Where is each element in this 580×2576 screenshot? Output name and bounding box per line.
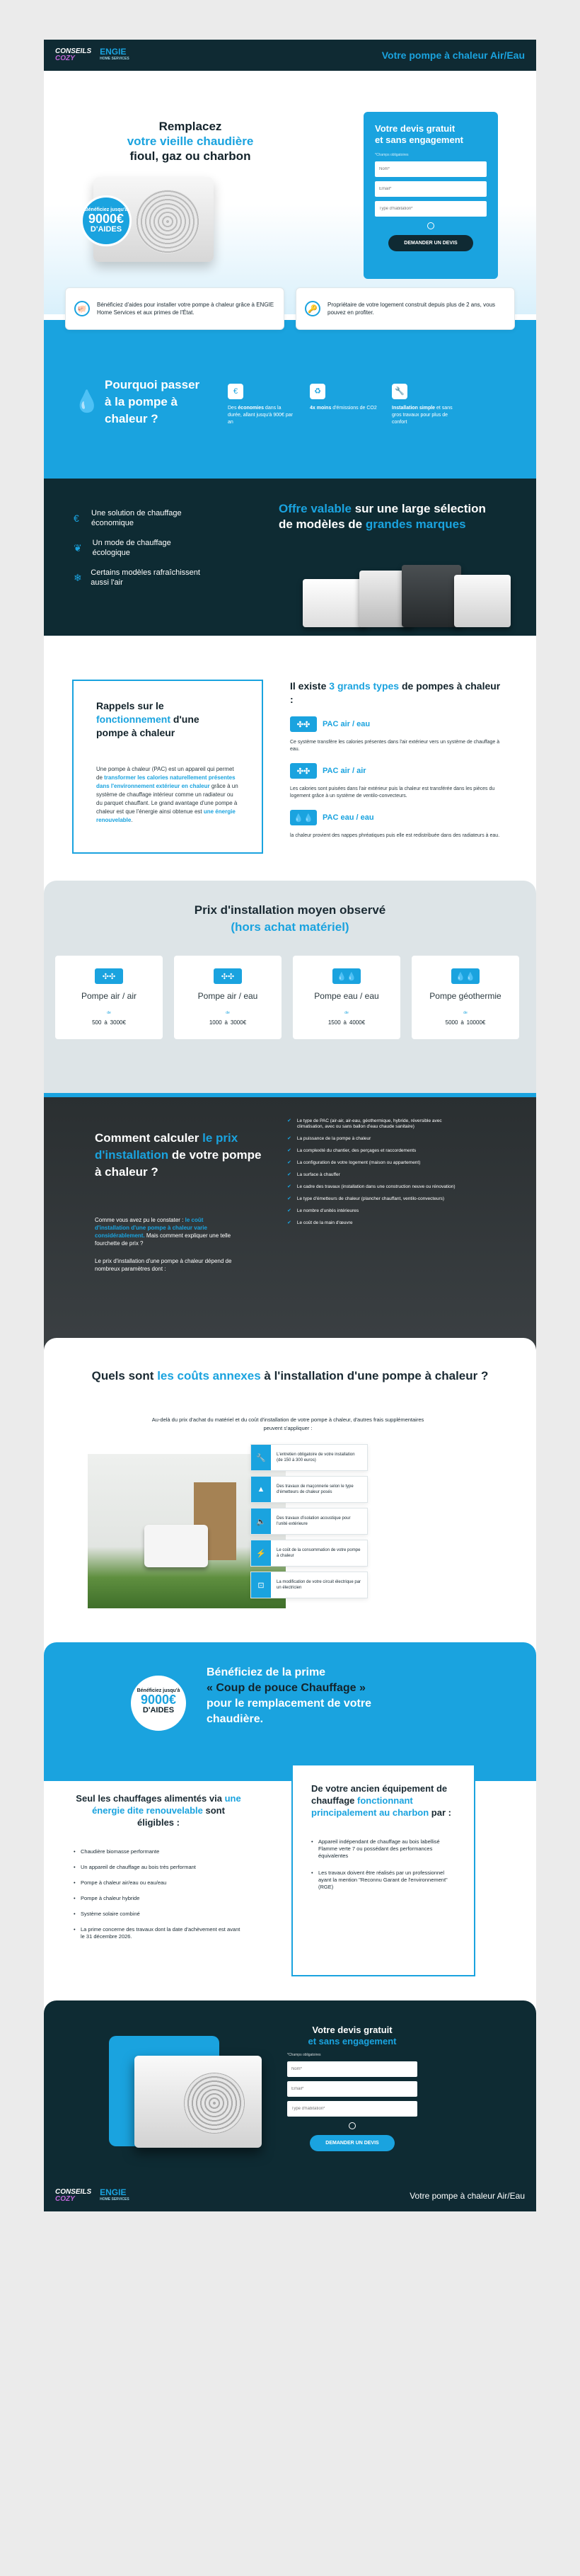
reminder-title: Rappels sur le fonctionnement d'une pompe à chaleur	[96, 700, 199, 738]
bottom-form-section	[44, 2000, 536, 2180]
calc-factors	[287, 1118, 457, 1232]
hero-title: Remplacez votre vieille chaudière fioul, gaz ou charbon	[127, 120, 254, 163]
conseils-cozy-logo[interactable]: CONSEILS COZY	[55, 2188, 92, 2203]
annex-item: 🔈 Des travaux d'isolation acoustique pour l'unité extérieure	[250, 1508, 368, 1535]
check-icon: ✔	[287, 1160, 291, 1165]
prices-section	[44, 881, 536, 1093]
list-item: ✔ Le coût de la main d'œuvre	[287, 1220, 353, 1225]
check-icon: ✔	[287, 1196, 291, 1201]
form-title: Votre devis gratuit et sans engagement	[308, 2025, 397, 2047]
check-icon: ✔	[287, 1184, 291, 1189]
check-icon: ✔	[287, 1136, 291, 1141]
logos	[55, 2189, 129, 2203]
aid-badge: Bénéficiez jusqu'à 9000€ D'AIDES	[81, 195, 132, 246]
euro-icon: €	[228, 384, 243, 399]
fan-icon: ✣✣	[214, 968, 242, 984]
list-item: • Système solaire combiné	[74, 1911, 243, 1918]
benefits-row	[65, 287, 515, 330]
annex-item: ▲ Des travaux de maçonnerie selon le type d'émetteurs de chaleur posés	[250, 1476, 368, 1503]
price-card: ✣✣ Pompe air / air de 500 à 3000€	[55, 956, 163, 1039]
water-drops-icon: 💧💧	[290, 810, 317, 825]
meter-icon: ⊡	[251, 1572, 271, 1598]
list-item: ✔ Le type d'émetteurs de chaleur (plancher chauffant, ventilo-convecteurs)	[287, 1196, 445, 1201]
check-icon: ✔	[287, 1172, 291, 1177]
water-drops-icon: 💧💧	[332, 968, 361, 984]
list-item: • Appareil indépendant de chauffage au bois labellisé Flamme verte 7 ou possédant des performances équivalentes	[311, 1838, 456, 1860]
why-title: 💧 Pourquoi passer à la pompe à chaleur ?	[74, 378, 200, 425]
form-required-note: *Champs obligatoires	[287, 2053, 321, 2057]
price-card: 💧💧 Pompe géothermie de 5000 à 10000€	[412, 956, 519, 1039]
logos	[55, 48, 129, 62]
list-item: ✔ Le type de PAC (air-air, air-eau, géothermique, hybride, réversible avec climatisation, avec ou sans ballon d'eau chaude sanitaire)	[287, 1118, 442, 1129]
bolt-icon: ⚡	[251, 1540, 271, 1566]
eligible-title: Seul les chauffages alimentés via une énergie dite renouvelable sont éligibles :	[76, 1793, 241, 1828]
replacement-card	[291, 1764, 475, 1976]
consent-radio[interactable]	[427, 222, 434, 229]
prime-section	[44, 1642, 536, 1781]
reminder-section	[44, 636, 536, 881]
heat-pumps-image	[303, 565, 515, 630]
annex-item: ⚡ Le coût de la consommation de votre pompe à chaleur	[250, 1540, 368, 1567]
pac-type: 💧💧 PAC eau / eau la chaleur provient des nappes phréatiques puis elle est redistribuée dans des radiateurs à eau.	[290, 810, 502, 840]
list-item: ✔ La surface à chauffer	[287, 1172, 340, 1177]
name-input[interactable]	[287, 2061, 417, 2077]
benefit-text: Propriétaire de votre logement construit depuis plus de 2 ans, vous pouvez en profiter.	[327, 302, 496, 316]
check-icon: ✔	[287, 1148, 291, 1153]
stat-emissions: ♻ 4x moins d'émissions de CO2	[310, 384, 378, 426]
annex-item: ⊡ La modification de votre circuit électrique par un électricien	[250, 1572, 368, 1598]
landing-page	[44, 40, 536, 2211]
why-section	[44, 320, 536, 479]
stats	[228, 384, 460, 426]
calc-text: Le prix d'installation d'une pompe à chaleur dépend de nombreux paramètres dont :	[95, 1258, 232, 1272]
eligible-list	[74, 1792, 243, 1949]
aid-badge: Bénéficiez jusqu'à 9000€ D'AIDES	[129, 1673, 188, 1733]
hero-section	[44, 71, 536, 314]
wrench-icon: 🔧	[392, 384, 407, 399]
top-bar	[44, 40, 536, 71]
types-title: Il existe 3 grands types de pompes à chaleur :	[290, 680, 501, 705]
form-title: Votre devis gratuit et sans engagement	[375, 123, 463, 145]
pac-type: ✣✣ PAC air / eau Ce système transfère les calories présentes dans l'air extérieur vers un système de chauffage à eau.	[290, 716, 502, 753]
wrench-icon: 🔧	[251, 1445, 271, 1470]
stat-savings: € Des économies dans la durée, allant jusqu'à 900€ par an	[228, 384, 296, 426]
fan-icon: ✣✣	[290, 716, 317, 732]
form-required-note: *Champs obligatoires	[375, 153, 409, 157]
prime-title: Bénéficiez de la prime « Coup de pouce Chauffage » pour le remplacement de votre chaudière.	[207, 1666, 371, 1725]
footer-title: Votre pompe à chaleur Air/Eau	[410, 2191, 525, 2201]
annex-section	[44, 1338, 536, 1642]
check-icon: ✔	[287, 1220, 291, 1225]
offer-list	[74, 508, 201, 597]
housing-type-input[interactable]	[287, 2101, 417, 2117]
pac-types	[290, 680, 502, 840]
leaf-icon: ♻	[310, 384, 325, 399]
water-drop-icon: 💧	[74, 390, 100, 413]
annex-item: 🔧 L'entretien obligatoire de votre installation (de 150 à 300 euros)	[250, 1444, 368, 1471]
housing-type-input[interactable]	[375, 201, 487, 217]
annex-list	[250, 1444, 368, 1603]
water-drops-icon: 💧💧	[451, 968, 480, 984]
pac-type: ✣✣ PAC air / air Les calories sont puisées dans l'air extérieur puis la chaleur est transférée dans les pièces du logement grâce à un système de ventilo-convecteurs.	[290, 763, 502, 800]
eligibility-section	[44, 1781, 536, 2000]
price-cards	[55, 956, 519, 1039]
reminder-card	[72, 680, 263, 854]
benefit-card	[65, 287, 284, 330]
list-item: • Chaudière biomasse performante	[74, 1848, 243, 1855]
annex-title: Quels sont les coûts annexes à l'installation d'une pompe à chaleur ?	[91, 1369, 489, 1383]
quote-form	[274, 2017, 430, 2169]
calc-title: Comment calculer le prix d'installation de votre pompe à chaleur ?	[95, 1131, 262, 1179]
offer-section	[44, 479, 536, 636]
benefit-text: Bénéficiez d'aides pour installer votre pompe à chaleur grâce à ENGIE Home Services et aux primes de l'État.	[97, 302, 274, 316]
annex-intro: Au-delà du prix d'achat du matériel et du coût d'installation de votre pompe à chaleur, d'autres frais supplémentaires peuvent s'appliquer :	[151, 1416, 424, 1431]
list-item: ✔ La puissance de la pompe à chaleur	[287, 1136, 371, 1141]
list-item: ❦ Un mode de chauffage écologique	[74, 539, 171, 557]
list-item: • Pompe à chaleur hybride	[74, 1895, 243, 1902]
trowel-icon: ▲	[251, 1477, 271, 1502]
price-card: ✣✣ Pompe air / eau de 1000 à 3000€	[174, 956, 282, 1039]
email-input[interactable]	[287, 2081, 417, 2097]
list-item: ✔ La configuration de votre logement (maison ou appartement)	[287, 1160, 421, 1165]
footer-bar	[44, 2180, 536, 2211]
reminder-body: Une pompe à chaleur (PAC) est un appareil qui permet de transformer les calories naturellement présentes dans l'environnement extérieur en chaleur grâce à un système de chauffage intérieur comme un radiateur ou du parquet chauffant. Le grand avantage d'une pompe à chaleur est que l'énergie ainsi obtenue est une énergie renouvelable.	[96, 766, 238, 823]
piggy-bank-icon: 🐖	[74, 301, 90, 316]
calc-text: Comme vous avez pu le constater : le coût d'installation d'une pompe à chaleur varie considérablement. Mais comment expliquer une telle fourchette de prix ?	[95, 1217, 231, 1247]
check-icon: ✔	[287, 1118, 291, 1123]
key-icon: 🔑	[305, 301, 320, 316]
price-card: 💧💧 Pompe eau / eau de 1500 à 4000€	[293, 956, 400, 1039]
fan-icon: ✣✣	[95, 968, 123, 984]
list-item: • Un appareil de chauffage au bois très performant	[74, 1864, 243, 1871]
stat-installation: 🔧 Installation simple et sans gros travaux pour plus de confort	[392, 384, 460, 426]
offer-title: Offre valable sur une large sélection de modèles de grandes marques	[279, 502, 486, 531]
heat-pump-image	[134, 2056, 262, 2148]
euro-coins-icon: €	[74, 513, 79, 524]
name-input[interactable]	[375, 161, 487, 177]
list-item: • Les travaux doivent être réalisés par un professionnel ayant la mention "Reconnu Garant de l'environnement" (RGE)	[311, 1870, 456, 1891]
email-input[interactable]	[375, 181, 487, 197]
list-item: • Pompe à chaleur air/eau ou eau/eau	[74, 1879, 243, 1887]
list-item: ✔ La complexité du chantier, des perçages et raccordements	[287, 1148, 417, 1153]
fan-icon: ✣✣	[290, 763, 317, 779]
request-quote-button[interactable]: DEMANDER UN DEVIS	[388, 235, 472, 251]
consent-radio[interactable]	[349, 2122, 356, 2129]
list-item: € Une solution de chauffage économique	[74, 509, 182, 527]
list-item: • La prime concerne des travaux dont la date d'achèvement est avant le 31 décembre 2026.	[74, 1926, 243, 1940]
list-item: ✔ Le nombre d'unités intérieures	[287, 1208, 359, 1213]
speaker-icon: 🔈	[251, 1509, 271, 1534]
request-quote-button[interactable]: DEMANDER UN DEVIS	[310, 2135, 394, 2151]
replacement-title: De votre ancien équipement de chauffage fonctionnant principalement au charbon par :	[311, 1783, 451, 1818]
benefit-card	[296, 287, 515, 330]
engie-logo[interactable]: ENGIE HOME SERVICES	[100, 2187, 129, 2202]
quote-form	[364, 112, 498, 279]
prices-title: Prix d'installation moyen observé (hors achat matériel)	[194, 903, 386, 934]
snowflake-icon: ❄	[74, 572, 82, 583]
engie-logo[interactable]: ENGIE HOME SERVICES	[100, 47, 129, 61]
leaf-icon: ❦	[74, 542, 82, 554]
calc-section	[44, 1093, 536, 1351]
check-icon: ✔	[287, 1208, 291, 1213]
conseils-cozy-logo[interactable]: CONSEILS COZY	[55, 47, 92, 62]
header-title: Votre pompe à chaleur Air/Eau	[381, 50, 525, 61]
list-item: ❄ Certains modèles rafraîchissent aussi l'air	[74, 568, 200, 587]
list-item: ✔ Le cadre des travaux (installation dans une construction neuve ou rénovation)	[287, 1184, 456, 1189]
